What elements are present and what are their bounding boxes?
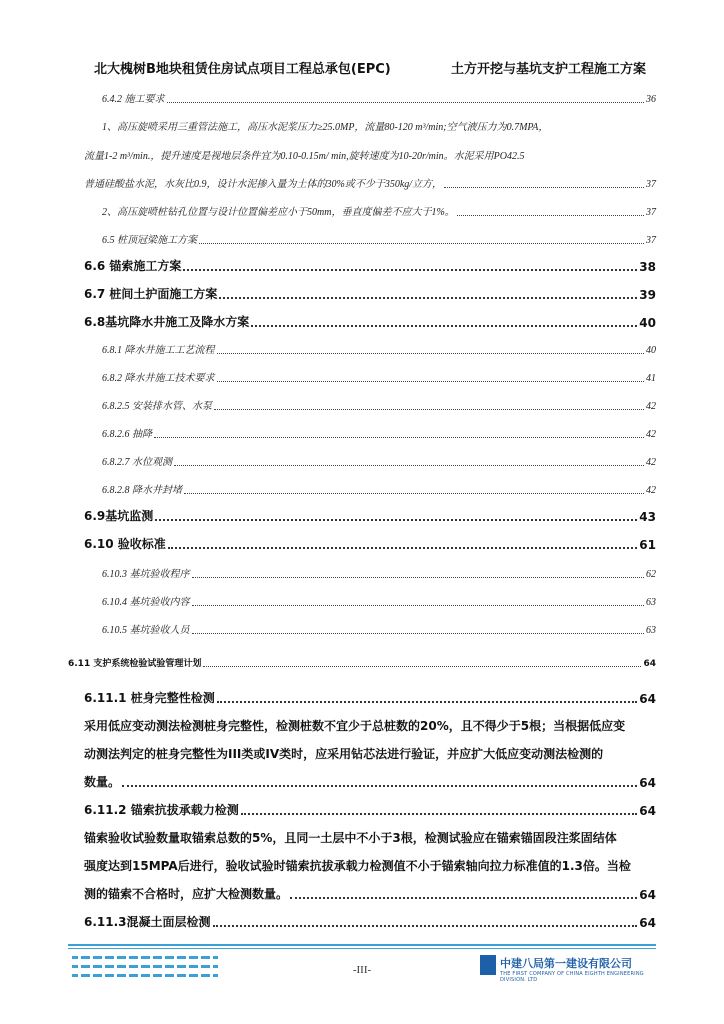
toc-leader [203, 660, 641, 669]
toc-entry[interactable] [102, 90, 656, 105]
toc-leader [174, 458, 644, 468]
toc-page: 64 [639, 776, 656, 790]
toc-entry[interactable] [102, 341, 656, 356]
toc-leader [184, 486, 644, 496]
company-name-en: THE FIRST COMPANY OF CHINA EIGHTH ENGINEERING DIVISION. LTD [500, 971, 644, 983]
toc-leader [192, 598, 645, 608]
toc-label: 6.11.3混凝土面层检测 [84, 915, 211, 929]
toc-entry[interactable] [84, 175, 656, 190]
page-header [94, 58, 646, 78]
toc-leader [213, 918, 638, 930]
toc-page: 64 [639, 692, 656, 706]
toc-entry[interactable] [102, 565, 656, 580]
company-branding [480, 955, 660, 981]
toc-leader [192, 570, 645, 580]
toc-page: 64 [639, 804, 656, 818]
toc-leader [183, 262, 637, 274]
toc-page: 64 [639, 916, 656, 930]
toc-page: 64 [643, 659, 656, 669]
toc-page: 40 [639, 316, 656, 330]
toc-page: 61 [639, 538, 656, 552]
toc-label: 6.8.1 降水井施工工艺流程 [102, 345, 215, 356]
toc-label: 6.5 桩顶冠梁施工方案 [102, 235, 197, 246]
toc-label: 6.8.2.8 降水井封堵 [102, 485, 182, 496]
toc-page: 63 [646, 625, 656, 636]
footer-divider-thin [68, 948, 656, 949]
toc-entry[interactable] [102, 231, 656, 246]
toc-label: 6.8.2 降水井施工技术要求 [102, 373, 215, 384]
toc-label: 6.4.2 施工要求 [102, 94, 165, 105]
toc-entry[interactable] [102, 203, 656, 218]
toc-paragraph-line: 1、高压旋喷采用三重管法施工，高压水泥浆压力≥25.0MP，流量80-120 m³/min;空气液压力为0.7MPA， [102, 122, 549, 133]
toc-page: 42 [646, 401, 656, 412]
toc-entry[interactable] [102, 621, 656, 636]
toc-page: 37 [646, 207, 656, 218]
toc-entry[interactable] [84, 535, 656, 552]
toc-paragraph-line: 采用低应变动测法检测桩身完整性，检测桩数不宜少于总桩数的20%，且不得少于5根；当根据低应变 [84, 719, 626, 733]
toc-entry[interactable] [102, 425, 656, 440]
toc-label: 6.6 锚索施工方案 [84, 259, 182, 273]
toc-paragraph-line: 流量1-2 m³/min.，提升速度是视地层条件宜为0.10-0.15m/ min,旋转速度为10-20r/min。水泥采用PO42.5 [84, 151, 525, 162]
toc-entry[interactable] [84, 285, 656, 302]
page-number: -III- [352, 964, 372, 976]
toc-entry[interactable] [84, 773, 656, 790]
toc-entry[interactable] [84, 257, 656, 274]
toc-leader [168, 540, 638, 552]
toc-page: 42 [646, 429, 656, 440]
toc-leader [217, 374, 645, 384]
toc-entry[interactable] [84, 913, 656, 930]
toc-label: 6.8.2.5 安装排水管、水泵 [102, 401, 212, 412]
toc-page: 43 [639, 510, 656, 524]
toc-leader [219, 290, 637, 302]
toc-leader [217, 694, 638, 706]
footer-divider [68, 944, 656, 946]
toc-leader [155, 512, 637, 524]
toc-page: 63 [646, 597, 656, 608]
header-project-title: 北大槐树B地块租赁住房试点项目工程总承包(EPC) [94, 62, 391, 77]
toc-page: 40 [646, 345, 656, 356]
toc-entry[interactable] [84, 689, 656, 706]
toc-label: 6.8.2.6 抽降 [102, 429, 152, 440]
toc-entry[interactable] [84, 313, 656, 330]
toc-page: 42 [646, 457, 656, 468]
toc-entry[interactable] [102, 397, 656, 412]
toc-page: 64 [639, 888, 656, 902]
toc-entry[interactable] [102, 369, 656, 384]
toc-leader [251, 318, 637, 330]
toc-leader [290, 890, 637, 902]
toc-entry[interactable] [68, 656, 656, 669]
toc-page: 41 [646, 373, 656, 384]
toc-entry[interactable] [102, 593, 656, 608]
toc-page: 39 [639, 288, 656, 302]
toc-entry[interactable] [102, 453, 656, 468]
toc-label: 6.9基坑监测 [84, 509, 154, 523]
toc-leader [122, 778, 637, 790]
toc-label: 普通硅酸盐水泥，水灰比0.9，设计水泥掺入量为土体的30%或不少于350kg/立方， [84, 179, 443, 190]
toc-label: 数量。 [84, 775, 121, 789]
company-name-cn: 中建八局第一建设有限公司 [500, 957, 632, 970]
toc-label: 2、高压旋喷桩钻孔位置与设计位置偏差应小于50mm，垂直度偏差不应大于1%。 [102, 207, 455, 218]
toc-leader [217, 346, 645, 356]
toc-label: 6.11 支护系统检验试验管理计划 [68, 659, 202, 669]
toc-entry[interactable] [84, 507, 656, 524]
toc-label: 6.10.3 基坑验收程序 [102, 569, 190, 580]
toc-leader [241, 806, 638, 818]
toc-label: 6.11.1 桩身完整性检测 [84, 691, 215, 705]
company-logo-icon [480, 955, 496, 975]
toc-label: 6.11.2 锚索抗拔承载力检测 [84, 803, 239, 817]
toc-paragraph-line: 动测法判定的桩身完整性为III类或IV类时，应采用钻芯法进行验证，并应扩大低应变动测法检测的 [84, 747, 604, 761]
toc-paragraph-line: 锚索验收试验数量取锚索总数的5%，且同一土层中不小于3根，检测试验应在锚索锚固段注浆固结体 [84, 831, 617, 845]
toc-page: 37 [646, 235, 656, 246]
toc-page: 36 [646, 94, 656, 105]
toc-leader [444, 180, 644, 190]
toc-leader [167, 95, 645, 105]
toc-entry[interactable] [84, 885, 656, 902]
toc-page: 62 [646, 569, 656, 580]
toc-label: 6.8.2.7 水位观测 [102, 457, 172, 468]
header-document-title: 土方开挖与基坑支护工程施工方案 [450, 62, 646, 77]
toc-page: 42 [646, 485, 656, 496]
toc-label: 6.10.5 基坑验收人员 [102, 625, 190, 636]
toc-leader [192, 626, 645, 636]
toc-label: 6.10.4 基坑验收内容 [102, 597, 190, 608]
toc-label: 测的锚索不合格时，应扩大检测数量。 [84, 887, 289, 901]
toc-paragraph-line: 强度达到15MPA后进行，验收试验时锚索抗拔承载力检测值不小于锚索轴向拉力标准值的1.3倍。当检 [84, 859, 631, 873]
toc-label: 6.7 桩间土护面施工方案 [84, 287, 218, 301]
toc-page: 38 [639, 260, 656, 274]
toc-entry[interactable] [84, 801, 656, 818]
toc-leader [199, 236, 644, 246]
toc-leader [214, 402, 644, 412]
toc-leader [457, 208, 644, 218]
toc-label: 6.8基坑降水井施工及降水方案 [84, 315, 250, 329]
toc-page: 37 [646, 179, 656, 190]
toc-label: 6.10 验收标准 [84, 537, 166, 551]
toc-leader [154, 430, 644, 440]
toc-entry[interactable] [102, 481, 656, 496]
